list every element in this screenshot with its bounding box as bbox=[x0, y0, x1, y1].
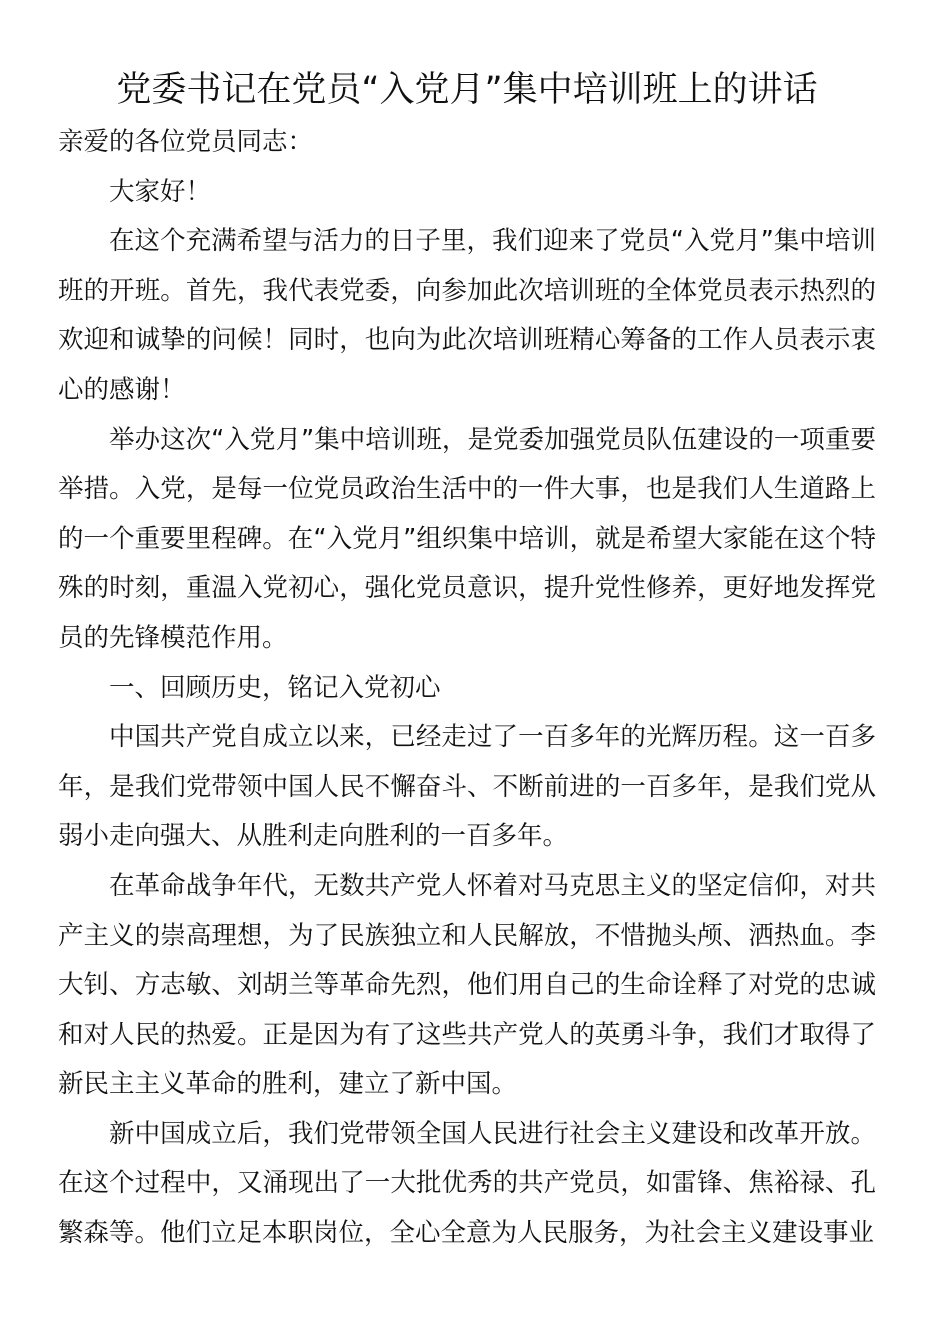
purpose-paragraph: 举办这次“入党月”集中培训班，是党委加强党员队伍建设的一项重要举措。入党，是每一位党员政治生活中的一件大事，也是我们人生道路上的一个重要里程碑。在“入党月”组织集中培训，就是希望大家能在这个特殊的时刻，重温入党初心，强化党员意识，提升党性修养，更好地发挥党员的先锋模范作用。 bbox=[58, 424, 876, 653]
construction-paragraph: 新中国成立后，我们党带领全国人民进行社会主义建设和改革开放。在这个过程中，又涌现出了一大批优秀的共产党员，如雷锋、焦裕禄、孔繁森等。他们立足本职岗位，全心全意为人民服务，为社会主义建设事业 bbox=[58, 1118, 876, 1249]
salutation: 亲爱的各位党员同志： bbox=[58, 127, 314, 157]
section-heading: 一、回顾历史，铭记入党初心 bbox=[109, 672, 441, 703]
document-page bbox=[58, 62, 876, 1259]
revolution-paragraph: 在革命战争年代，无数共产党人怀着对马克思主义的坚定信仰，对共产主义的崇高理想，为了民族独立和人民解放，不惜抛头颅、洒热血。李大钊、方志敏、刘胡兰等革命先烈，他们用自己的生命诠释了对党的忠诚和对人民的热爱。正是因为有了这些共产党人的英勇斗争，我们才取得了新民主主义革命的胜利，建立了新中国。 bbox=[58, 870, 876, 1100]
document-title: 党委书记在党员“入党月”集中培训班上的讲话 bbox=[116, 70, 818, 110]
greeting-paragraph: 大家好！ bbox=[109, 176, 212, 207]
history-paragraph: 中国共产党自成立以来，已经走过了一百多年的光辉历程。这一百多年，是我们党带领中国人民不懈奋斗、不断前进的一百多年，是我们党从弱小走向强大、从胜利走向胜利的一百多年。 bbox=[58, 722, 876, 852]
document-body bbox=[58, 118, 876, 1259]
opening-paragraph: 在这个充满希望与活力的日子里，我们迎来了党员“入党月”集中培训班的开班。首先，我代表党委，向参加此次培训班的全体党员表示热烈的欢迎和诚挚的问候！同时，也向为此次培训班精心筹备的工作人员表示衷心的感谢！ bbox=[58, 226, 876, 405]
